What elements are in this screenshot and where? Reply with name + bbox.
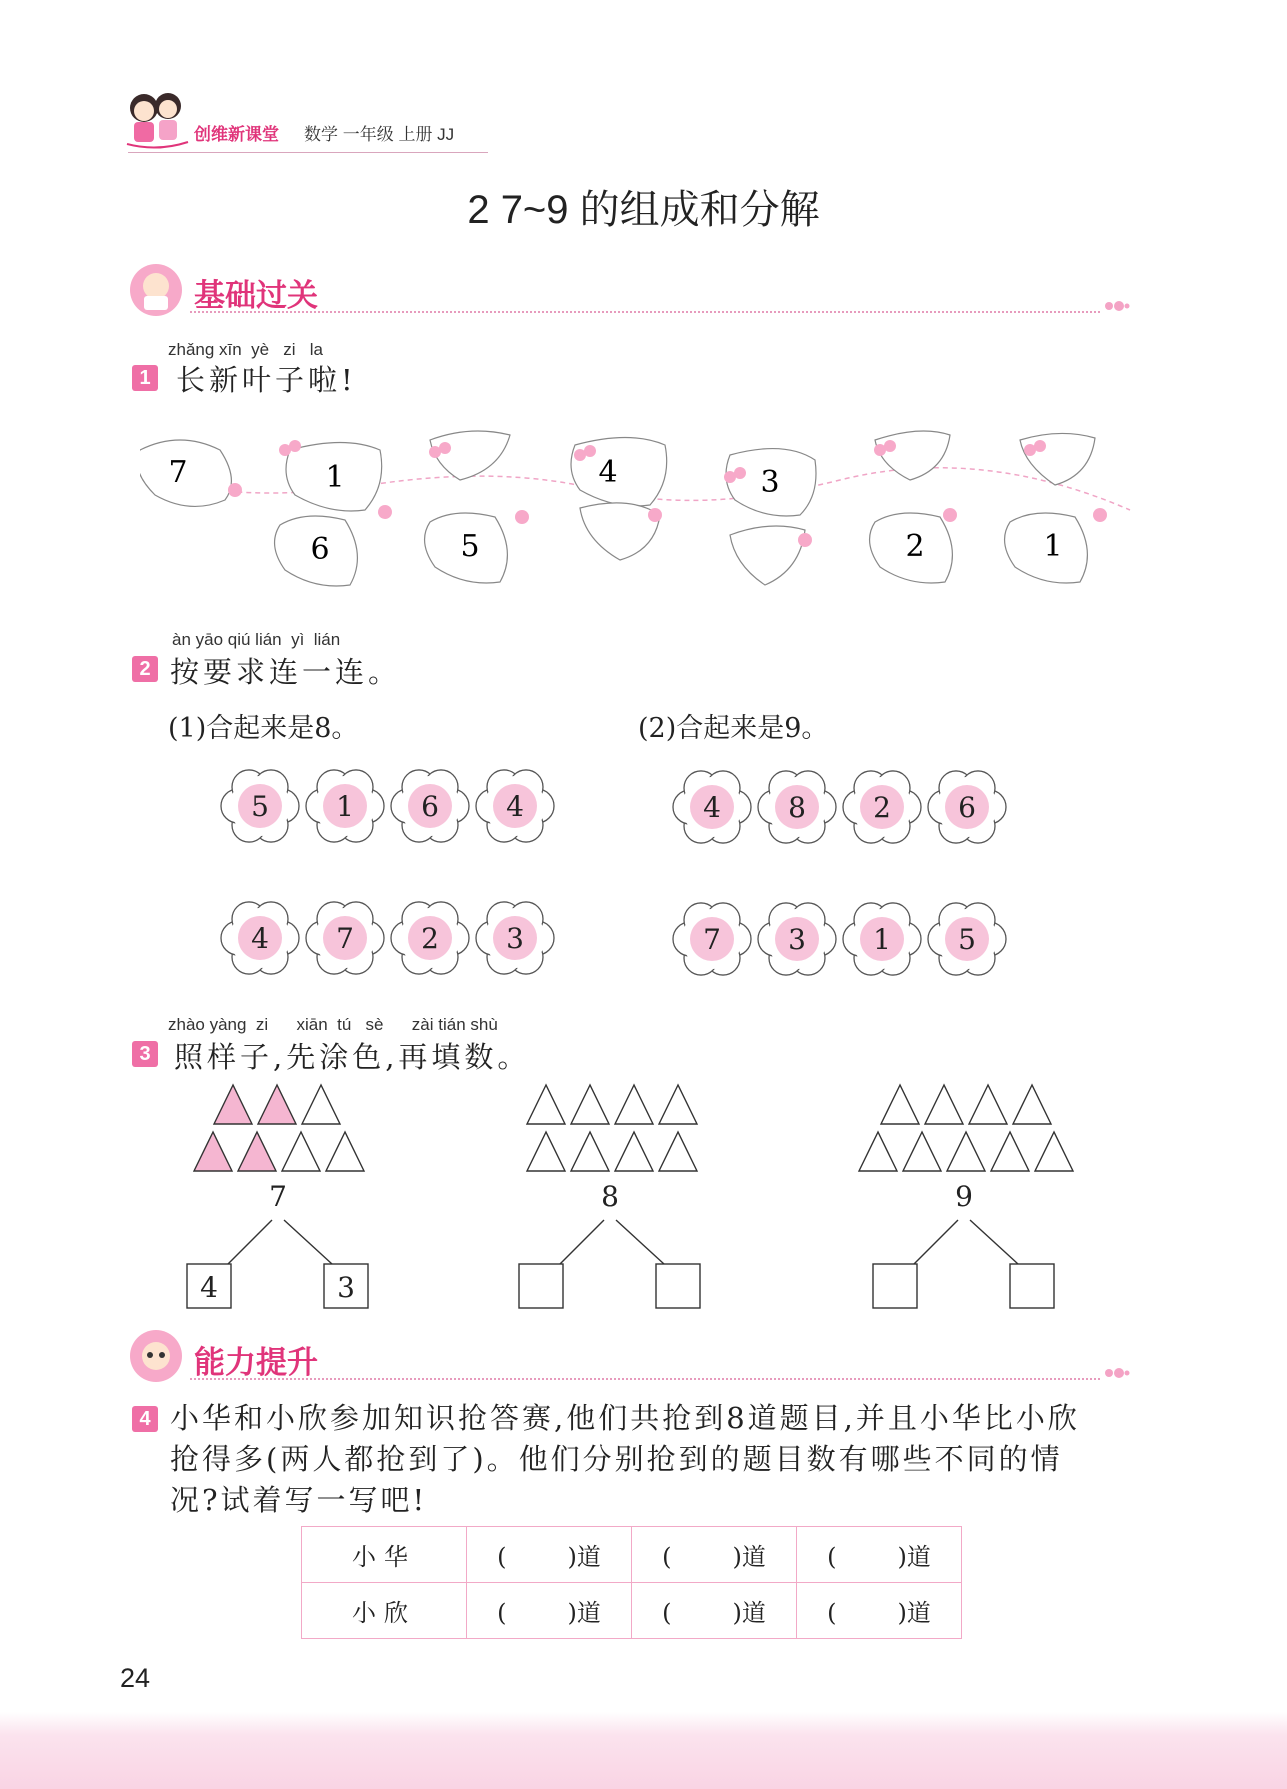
q4-number: 4 <box>132 1406 158 1432</box>
flower-number: 7 <box>703 923 721 956</box>
answer-cell[interactable]: ( )道 <box>632 1583 797 1639</box>
table-row <box>302 1583 962 1639</box>
flower-number: 1 <box>336 790 354 823</box>
q4-paragraph <box>170 1398 1150 1521</box>
q3-number: 3 <box>132 1041 158 1067</box>
flower[interactable] <box>843 903 921 975</box>
flower[interactable] <box>673 771 751 843</box>
leaf-number: 2 <box>905 529 925 564</box>
leaf-bottom-7 <box>1005 513 1088 583</box>
example-left: 4 <box>200 1271 218 1304</box>
flower[interactable] <box>391 770 469 842</box>
leaf-number: 4 <box>598 455 618 490</box>
flower-number: 6 <box>958 791 976 824</box>
footer-band <box>0 1712 1287 1789</box>
flower-number: 6 <box>421 790 439 823</box>
q3-pinyin: zhào yàng zi xiān tú sè zài tián shù <box>168 1015 498 1034</box>
leaf-number: 5 <box>460 529 480 564</box>
leaf-top-5 <box>726 449 816 516</box>
task2-total: 9 <box>955 1180 973 1213</box>
row-label: 小华 <box>302 1527 467 1583</box>
q2-part1-label: (1)合起来是8。 <box>168 713 359 744</box>
section-badge-icon <box>128 262 184 318</box>
flower[interactable] <box>928 771 1006 843</box>
section-title-advanced: 能力提升 <box>194 1345 318 1380</box>
dots-decoration-icon <box>1104 1365 1130 1381</box>
flower-number: 2 <box>421 922 439 955</box>
section-divider <box>190 311 1100 313</box>
flower-number: 8 <box>788 791 806 824</box>
row-label: 小欣 <box>302 1583 467 1639</box>
q4-line: 况?试着写一写吧! <box>170 1483 428 1517</box>
flower[interactable] <box>306 770 384 842</box>
header-subject: 数学 一年级 上册 JJ <box>304 125 455 144</box>
answer-table <box>301 1526 962 1639</box>
q1-text: 长新叶子啦! <box>176 363 357 397</box>
flower-number: 5 <box>958 923 976 956</box>
q4-line: 抢得多(两人都抢到了)。他们分别抢到的题目数有哪些不同的情 <box>170 1442 1063 1476</box>
flower-number: 1 <box>873 923 891 956</box>
example-right: 3 <box>337 1271 355 1304</box>
table-row <box>302 1527 962 1583</box>
flower[interactable] <box>391 902 469 974</box>
leaf-bottom-6 <box>870 513 953 583</box>
flower-number: 4 <box>251 922 269 955</box>
q4-line: 小华和小欣参加知识抢答赛,他们共抢到8道题目,并且小华比小欣 <box>170 1401 1080 1435</box>
q2-text: 按要求连一连。 <box>170 655 402 689</box>
leaf-number: 7 <box>168 455 188 490</box>
answer-cell[interactable]: ( )道 <box>797 1527 962 1583</box>
mascot-logo-icon <box>122 86 192 152</box>
leaf-number: 6 <box>310 532 330 567</box>
flower-groups <box>0 740 1287 980</box>
leaf-bottom-2 <box>275 516 358 586</box>
flower-number: 3 <box>788 923 806 956</box>
answer-cell[interactable]: ( )道 <box>797 1583 962 1639</box>
header-divider <box>128 152 488 153</box>
q2-pinyin: àn yāo qiú lián yì lián <box>172 630 341 649</box>
leaf-number: 3 <box>760 465 780 500</box>
flower[interactable] <box>928 903 1006 975</box>
flower-number: 2 <box>873 791 891 824</box>
example-total: 7 <box>269 1180 287 1213</box>
section-badge-icon <box>128 1328 184 1384</box>
leaf-bottom-3 <box>425 513 508 583</box>
flower-number: 4 <box>506 790 524 823</box>
flower[interactable] <box>221 770 299 842</box>
dots-decoration-icon <box>1104 298 1130 314</box>
triangle-decomposition <box>0 1080 1287 1320</box>
section-title-basic: 基础过关 <box>194 278 318 313</box>
section-divider <box>190 1378 1100 1380</box>
answer-cell[interactable]: ( )道 <box>467 1583 632 1639</box>
leaf-top-2 <box>286 443 382 512</box>
flower[interactable] <box>758 771 836 843</box>
flower-number: 4 <box>703 791 721 824</box>
answer-cell[interactable]: ( )道 <box>632 1527 797 1583</box>
flower[interactable] <box>221 902 299 974</box>
flower-number: 5 <box>251 790 269 823</box>
q2-part2-label: (2)合起来是9。 <box>638 713 829 744</box>
q1-pinyin: zhǎng xīn yè zi la <box>168 340 323 359</box>
q1-number: 1 <box>132 365 158 391</box>
flower[interactable] <box>476 902 554 974</box>
answer-cell[interactable]: ( )道 <box>467 1527 632 1583</box>
flower-number: 3 <box>506 922 524 955</box>
flower[interactable] <box>476 770 554 842</box>
q3-text: 照样子,先涂色,再填数。 <box>174 1040 531 1074</box>
flower-number: 7 <box>336 922 354 955</box>
q2-number: 2 <box>132 656 158 682</box>
leaf-number: 1 <box>325 460 345 495</box>
page-title: 2 7~9 的组成和分解 <box>467 188 820 232</box>
flower[interactable] <box>673 903 751 975</box>
leaf-top-1 <box>140 440 231 506</box>
page-number: 24 <box>120 1663 151 1693</box>
leaf-branch-diagram <box>140 420 1140 600</box>
task1-total: 8 <box>601 1180 619 1213</box>
flower[interactable] <box>843 771 921 843</box>
flower[interactable] <box>758 903 836 975</box>
leaf-number: 1 <box>1043 529 1063 564</box>
header-brand: 创维新课堂 <box>194 125 279 144</box>
flower[interactable] <box>306 902 384 974</box>
